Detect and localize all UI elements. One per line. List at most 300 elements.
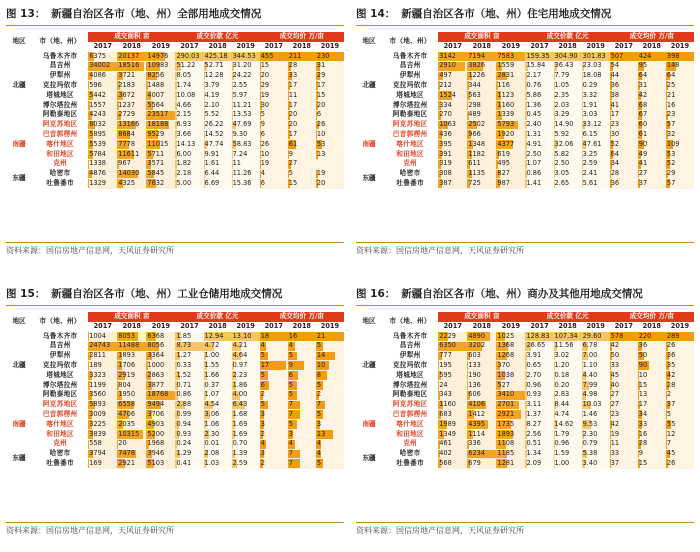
value-text: 0.29: [582, 81, 598, 90]
city-name: 阿克苏地区: [392, 400, 428, 409]
source-note: 资料来源：国信房地产信息网，天风证券研究所: [356, 242, 694, 256]
value-text: 95: [638, 61, 648, 70]
year-header: 2018: [638, 322, 666, 332]
value-cell: [175, 81, 203, 91]
value-cell: [525, 341, 553, 351]
value-cell: [175, 410, 203, 420]
value-cell: [232, 140, 260, 150]
value-text: 1199: [89, 380, 106, 389]
value-cell: [496, 71, 525, 81]
value-text: 6.43: [232, 400, 248, 409]
value-cell: [232, 390, 260, 400]
value-cell: [496, 400, 525, 410]
value-text: 6.69: [204, 179, 220, 188]
value-cell: [638, 400, 666, 410]
value-cell: [554, 179, 582, 189]
figure-13-panel: [6, 4, 344, 266]
value-text: 31: [638, 81, 648, 90]
value-text: 1.29: [176, 449, 192, 458]
value-text: 1281: [497, 459, 515, 468]
value-text: 6: [316, 110, 322, 119]
value-cell: [316, 459, 344, 469]
value-cell: [288, 341, 316, 351]
city-name: 巴音郭楞州: [392, 410, 428, 419]
value-cell: [610, 410, 638, 420]
value-text: 1706: [118, 361, 136, 370]
value-text: 3.05: [554, 169, 570, 178]
value-cell: [638, 439, 666, 449]
value-text: 14976: [147, 51, 169, 60]
region-column-header: 地区: [356, 312, 382, 332]
value-text: 29.60: [582, 331, 602, 340]
value-text: 36: [666, 351, 676, 360]
value-cell: [610, 390, 638, 400]
value-cell: [146, 159, 175, 169]
value-text: 8: [316, 370, 322, 379]
value-cell: [438, 81, 467, 91]
city-name: 阿勒泰地区: [392, 390, 428, 399]
value-cell: [582, 91, 610, 101]
value-text: 5: [316, 459, 322, 468]
value-cell: [288, 130, 316, 140]
value-cell: [175, 449, 203, 459]
value-text: 5: [288, 380, 293, 389]
value-cell: [666, 410, 694, 420]
value-cell: [175, 120, 203, 130]
table-row: [356, 140, 694, 150]
value-cell: [638, 459, 666, 469]
value-cell: [146, 332, 175, 342]
value-text: 0.94: [176, 419, 192, 428]
value-text: 9.53: [582, 419, 598, 428]
value-cell: [146, 101, 175, 111]
value-cell: [610, 400, 638, 410]
year-header: 2018: [467, 322, 496, 332]
value-text: 619: [497, 149, 510, 158]
value-text: 0.24: [176, 439, 192, 448]
value-cell: [666, 120, 694, 130]
value-text: 37: [666, 400, 676, 409]
value-cell: [582, 130, 610, 140]
value-cell: [554, 410, 582, 420]
city-name: 克州: [53, 439, 68, 448]
value-cell: [316, 71, 344, 81]
value-cell: [467, 361, 496, 371]
value-text: 5845: [147, 169, 165, 178]
value-cell: [610, 91, 638, 101]
value-text: 9.30: [232, 130, 248, 139]
value-text: 1185: [497, 449, 515, 458]
value-cell: [467, 439, 496, 449]
value-cell: [438, 110, 467, 120]
table-row: [6, 381, 344, 391]
value-cell: [582, 410, 610, 420]
value-text: 5.86: [526, 90, 542, 99]
year-header: 2017: [610, 42, 638, 52]
value-text: 4706: [118, 410, 136, 419]
value-text: 5784: [89, 149, 106, 158]
value-text: 23517: [147, 110, 169, 119]
value-text: 1.03: [204, 459, 220, 468]
value-text: 136: [468, 380, 481, 389]
region-column-header: 地区: [356, 32, 382, 52]
value-text: 5200: [147, 429, 165, 438]
city-column-header: 市（地、州）: [32, 312, 88, 332]
value-text: 27: [610, 400, 620, 409]
value-text: 5: [288, 390, 293, 399]
value-cell: [467, 420, 496, 430]
value-cell: [204, 81, 232, 91]
value-text: 7632: [147, 179, 165, 188]
value-cell: [204, 169, 232, 179]
value-text: 344: [468, 81, 481, 90]
value-cell: [117, 420, 146, 430]
value-text: 1329: [89, 179, 106, 188]
table-row: [356, 371, 694, 381]
value-cell: [554, 341, 582, 351]
value-cell: [316, 140, 344, 150]
table-row: [356, 459, 694, 469]
value-cell: [117, 390, 146, 400]
value-cell: [582, 110, 610, 120]
value-text: 26: [666, 459, 676, 468]
value-cell: [88, 371, 117, 381]
value-cell: [260, 91, 288, 101]
value-text: 15.36: [232, 179, 252, 188]
value-cell: [582, 61, 610, 71]
value-cell: [175, 420, 203, 430]
value-cell: [467, 110, 496, 120]
value-cell: [117, 120, 146, 130]
value-text: 777: [439, 351, 452, 360]
value-cell: [260, 381, 288, 391]
value-cell: [260, 81, 288, 91]
value-cell: [288, 439, 316, 449]
value-cell: [117, 91, 146, 101]
value-cell: [204, 140, 232, 150]
value-text: 25: [666, 81, 676, 90]
value-text: 32.06: [554, 139, 574, 148]
value-cell: [638, 110, 666, 120]
value-text: 6: [260, 380, 265, 389]
value-cell: [638, 61, 666, 71]
value-cell: [146, 381, 175, 391]
value-text: 211: [288, 51, 302, 60]
value-cell: [582, 101, 610, 111]
value-text: 16: [288, 331, 298, 340]
table-row: [356, 420, 694, 430]
value-cell: [554, 71, 582, 81]
value-text: 319: [439, 159, 452, 168]
table-row: [6, 459, 344, 469]
value-text: 5: [316, 410, 322, 419]
value-text: 52.71: [204, 61, 224, 70]
value-text: 4876: [89, 169, 106, 178]
value-text: 344.53: [232, 51, 256, 60]
value-text: 2.15: [176, 110, 192, 119]
value-cell: [88, 61, 117, 71]
value-text: 5539: [89, 139, 106, 148]
value-cell: [582, 390, 610, 400]
value-cell: [117, 61, 146, 71]
value-text: 6350: [439, 341, 456, 350]
year-header: 2018: [117, 42, 146, 52]
value-cell: [638, 430, 666, 440]
value-text: 0.37: [204, 380, 220, 389]
value-cell: [638, 341, 666, 351]
value-text: 4: [260, 439, 265, 448]
group-header: 成交均价 万/亩: [610, 312, 694, 322]
value-text: 7478: [118, 449, 136, 458]
value-text: 2.70: [526, 370, 542, 379]
value-cell: [146, 459, 175, 469]
value-text: 17: [288, 81, 298, 90]
value-cell: [666, 351, 694, 361]
value-cell: [666, 61, 694, 71]
value-text: 28: [610, 169, 620, 178]
value-cell: [88, 179, 117, 189]
value-text: 220: [638, 331, 652, 340]
value-cell: [496, 332, 525, 342]
value-cell: [175, 130, 203, 140]
value-text: 2863: [147, 370, 165, 379]
value-text: 33: [610, 361, 620, 370]
value-text: 15.84: [526, 61, 546, 70]
value-text: 109: [666, 139, 680, 148]
value-cell: [204, 332, 232, 342]
value-text: 0.99: [176, 410, 192, 419]
city-name: 阿克苏地区: [392, 120, 428, 129]
value-text: 10.03: [582, 400, 602, 409]
value-cell: [204, 410, 232, 420]
value-text: 2: [260, 459, 265, 468]
value-cell: [496, 61, 525, 71]
value-text: 436: [439, 130, 452, 139]
value-text: 212: [439, 81, 452, 90]
value-cell: [146, 361, 175, 371]
value-cell: [146, 449, 175, 459]
group-header: 成交价款 亿元: [175, 312, 259, 322]
value-cell: [582, 169, 610, 179]
value-cell: [582, 341, 610, 351]
table-row: [356, 390, 694, 400]
value-text: 57: [666, 120, 676, 129]
value-text: 17: [288, 100, 298, 109]
value-cell: [316, 169, 344, 179]
value-cell: [204, 91, 232, 101]
value-text: 90: [638, 139, 648, 148]
value-text: 2229: [439, 331, 456, 340]
value-text: 8056: [147, 341, 165, 350]
table-row: [356, 110, 694, 120]
value-cell: [438, 390, 467, 400]
value-cell: [288, 110, 316, 120]
value-text: 10: [638, 370, 648, 379]
value-cell: [666, 81, 694, 91]
value-cell: [467, 169, 496, 179]
value-cell: [146, 120, 175, 130]
value-text: 5442: [89, 90, 106, 99]
value-cell: [117, 430, 146, 440]
value-cell: [582, 179, 610, 189]
value-text: 2: [260, 390, 265, 399]
value-text: 11.26: [232, 169, 252, 178]
year-header: 2018: [204, 42, 232, 52]
value-text: 298: [468, 100, 481, 109]
value-text: 1412: [468, 410, 486, 419]
value-text: 5: [260, 370, 265, 379]
value-cell: [666, 130, 694, 140]
city-column-header: 市（地、州）: [382, 32, 438, 52]
value-cell: [554, 159, 582, 169]
value-cell: [666, 52, 694, 62]
value-cell: [175, 52, 203, 62]
group-header: 成交面积 亩: [438, 312, 525, 322]
value-text: 7: [666, 439, 672, 448]
figure-title-bar: [6, 4, 344, 26]
value-text: 1.52: [176, 370, 192, 379]
value-cell: [117, 439, 146, 449]
city-name: 喀什地区: [396, 419, 424, 428]
value-text: 19: [610, 429, 620, 438]
value-text: 21: [666, 90, 676, 99]
value-cell: [496, 341, 525, 351]
group-header: 成交面积 亩: [88, 312, 175, 322]
value-text: 14.52: [204, 130, 224, 139]
year-header: 2017: [610, 322, 638, 332]
value-cell: [232, 61, 260, 71]
year-header: 2019: [666, 322, 694, 332]
region-label: 北疆: [362, 361, 376, 370]
value-text: 6368: [147, 331, 165, 340]
value-text: 7.79: [554, 71, 570, 80]
year-header: 2017: [525, 42, 553, 52]
table-row: [356, 61, 694, 71]
value-text: 128.83: [526, 331, 550, 340]
value-text: 3877: [147, 380, 165, 389]
value-text: 0.97: [232, 361, 248, 370]
value-cell: [525, 159, 553, 169]
year-header: 2019: [496, 42, 525, 52]
value-text: 20: [316, 179, 326, 188]
value-text: 596: [89, 81, 102, 90]
value-cell: [438, 420, 467, 430]
value-cell: [88, 449, 117, 459]
value-cell: [666, 400, 694, 410]
table-row: [356, 159, 694, 169]
value-cell: [260, 120, 288, 130]
value-text: 23: [666, 110, 676, 119]
value-text: 2.35: [554, 90, 570, 99]
value-cell: [554, 390, 582, 400]
value-cell: [260, 459, 288, 469]
value-text: 36.43: [554, 61, 574, 70]
value-cell: [146, 371, 175, 381]
value-text: 13: [638, 390, 648, 399]
land-transaction-table: [356, 32, 694, 189]
value-text: 8684: [118, 130, 136, 139]
value-cell: [666, 169, 694, 179]
value-cell: [88, 420, 117, 430]
value-text: 10: [316, 130, 326, 139]
value-cell: [638, 52, 666, 62]
value-cell: [288, 61, 316, 71]
value-text: 2.09: [526, 459, 542, 468]
value-text: 1968: [147, 439, 165, 448]
table-row: [356, 130, 694, 140]
value-cell: [117, 159, 146, 169]
value-cell: [117, 110, 146, 120]
value-cell: [316, 61, 344, 71]
value-text: 14.13: [176, 139, 196, 148]
value-cell: [525, 439, 553, 449]
city-name: 伊犁州: [399, 351, 421, 360]
value-cell: [496, 449, 525, 459]
value-text: 3.11: [526, 400, 542, 409]
value-cell: [554, 430, 582, 440]
value-text: 1.27: [176, 351, 192, 360]
value-text: 402: [439, 449, 452, 458]
year-header: 2019: [582, 42, 610, 52]
value-cell: [496, 159, 525, 169]
value-cell: [88, 52, 117, 62]
value-text: 54: [610, 61, 620, 70]
value-text: 20: [288, 120, 298, 129]
value-text: 290.03: [176, 51, 200, 60]
value-cell: [232, 120, 260, 130]
value-cell: [525, 130, 553, 140]
value-cell: [117, 371, 146, 381]
value-cell: [467, 332, 496, 342]
value-text: 563: [468, 90, 481, 99]
value-cell: [316, 351, 344, 361]
value-text: 159.35: [526, 51, 550, 60]
value-text: 42: [638, 90, 648, 99]
value-text: 527: [497, 380, 510, 389]
value-cell: [525, 91, 553, 101]
value-text: 461: [439, 439, 452, 448]
value-cell: [175, 361, 203, 371]
value-text: 2: [666, 390, 672, 399]
value-text: 1.05: [554, 81, 570, 90]
region-label: 北疆: [362, 81, 376, 90]
figure-number: 图 13：: [6, 8, 46, 20]
value-cell: [117, 400, 146, 410]
value-text: 603: [468, 351, 481, 360]
value-text: 3.02: [554, 351, 570, 360]
value-cell: [438, 439, 467, 449]
value-text: 38: [610, 90, 620, 99]
value-cell: [610, 351, 638, 361]
city-name: 哈密市: [49, 449, 71, 458]
value-cell: [525, 110, 553, 120]
group-header: 成交面积 亩: [88, 32, 175, 42]
value-cell: [554, 449, 582, 459]
table-row: [6, 150, 344, 160]
figure-14-panel: [356, 4, 694, 266]
table-row: [356, 81, 694, 91]
value-cell: [288, 71, 316, 81]
value-text: 3946: [147, 449, 165, 458]
value-cell: [525, 459, 553, 469]
value-text: 1893: [497, 429, 515, 438]
value-text: 7: [288, 459, 293, 468]
year-header: 2017: [88, 322, 117, 332]
value-text: 0.86: [526, 169, 542, 178]
value-text: 424: [638, 51, 652, 60]
value-text: 0.20: [554, 380, 570, 389]
value-text: 27: [288, 159, 298, 168]
